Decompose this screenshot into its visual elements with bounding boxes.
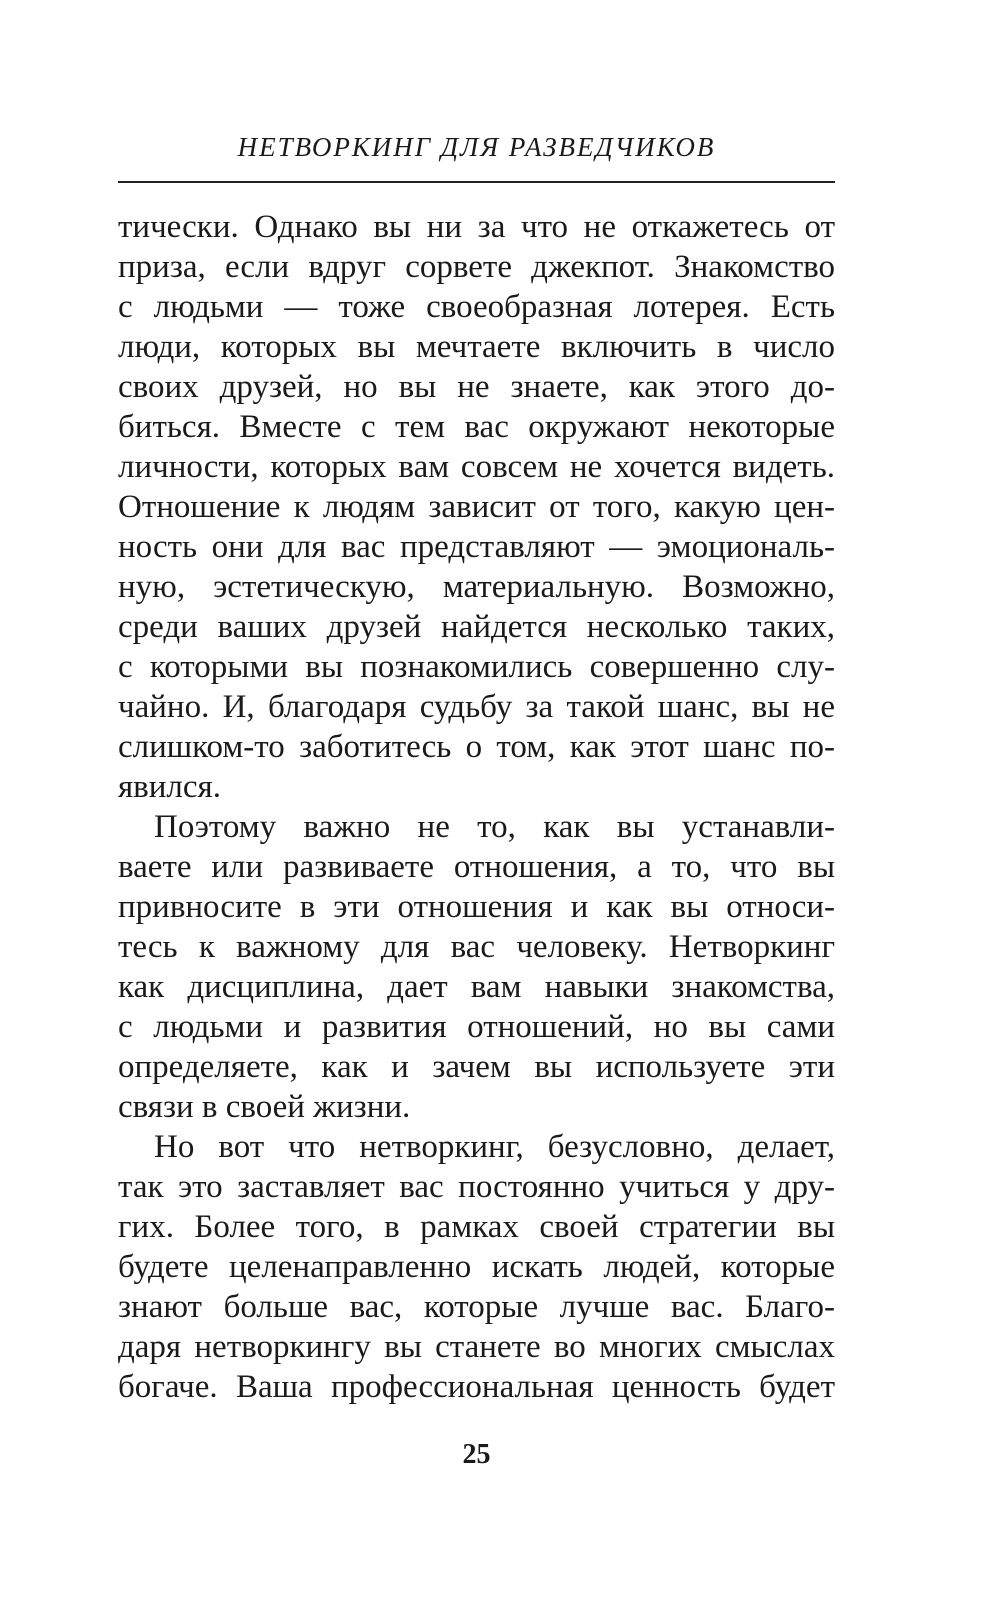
- text-line: даря нетворкингу вы станете во многих смыслах: [118, 1329, 835, 1365]
- text-line: ность они для вас представляют — эмоциональ-: [118, 529, 835, 565]
- text-line: чайно. И, благодаря судьбу за такой шанс, вы не: [118, 689, 835, 725]
- text-line: тически. Однако вы ни за что не откажетесь от: [118, 209, 835, 245]
- text-line: слишком-то заботитесь о том, как этот шанс по-: [118, 729, 835, 765]
- text-line: ную, эстетическую, материальную. Возможно,: [118, 569, 835, 605]
- text-line: люди, которых вы мечтаете включить в число: [118, 329, 835, 365]
- text-line: Отношение к людям зависит от того, какую цен-: [118, 489, 835, 525]
- text-line: своих друзей, но вы не знаете, как этого до-: [118, 369, 835, 405]
- page-number: 25: [462, 1439, 491, 1470]
- text-line: как дисциплина, дает вам навыки знакомства,: [118, 969, 835, 1005]
- text-line: с людьми и развития отношений, но вы сами: [118, 1009, 835, 1045]
- text-line: будете целенаправленно искать людей, которые: [118, 1249, 835, 1285]
- text-line: привносите в эти отношения и как вы относи-: [118, 889, 835, 925]
- text-line: знают больше вас, которые лучше вас. Благо-: [118, 1289, 835, 1325]
- text-line: определяете, как и зачем вы используете эти: [118, 1049, 835, 1085]
- text-line: личности, которых вам совсем не хочется видеть.: [118, 449, 835, 485]
- text-line: так это заставляет вас постоянно учиться у дру-: [118, 1169, 835, 1205]
- running-header: НЕТВОРКИНГ ДЛЯ РАЗВЕДЧИКОВ: [237, 132, 716, 162]
- text-line: связи в своей жизни.: [118, 1089, 411, 1125]
- paragraph-first-line: Поэтому важно не то, как вы устанавли-: [154, 809, 835, 845]
- body-text: [118, 207, 835, 1407]
- text-line: ваете или развиваете отношения, а то, что вы: [118, 849, 835, 885]
- text-line: богаче. Ваша профессиональная ценность будет: [118, 1369, 835, 1405]
- header-divider: [118, 181, 835, 183]
- text-line: среди ваших друзей найдется несколько таких,: [118, 609, 835, 645]
- text-line: с которыми вы познакомились совершенно слу-: [118, 649, 835, 685]
- text-line: явился.: [118, 769, 221, 805]
- text-line: биться. Вместе с тем вас окружают некоторые: [118, 409, 835, 445]
- text-line: с людьми — тоже своеобразная лотерея. Есть: [118, 289, 835, 325]
- text-line: тесь к важному для вас человеку. Нетворкинг: [118, 929, 835, 965]
- text-line: гих. Более того, в рамках своей стратегии вы: [118, 1209, 835, 1245]
- text-line: приза, если вдруг сорвете джекпот. Знакомство: [118, 249, 835, 285]
- paragraph-first-line: Но вот что нетворкинг, безусловно, делает,: [154, 1129, 835, 1165]
